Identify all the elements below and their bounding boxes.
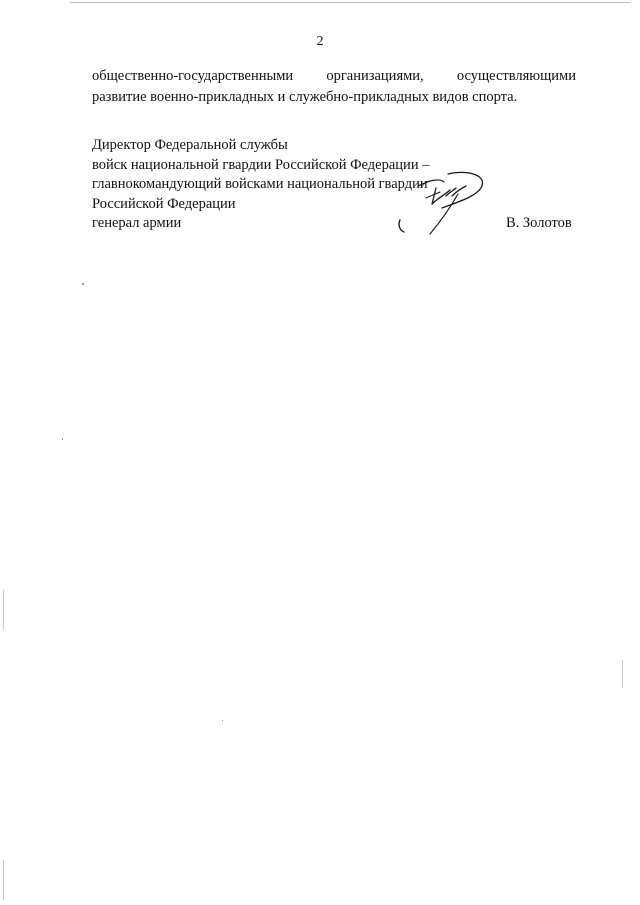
signatory-title-line: Российской Федерации	[92, 195, 236, 212]
paragraph-line-2: развитие военно-прикладных и служебно-прикладных видов спорта.	[92, 89, 518, 105]
handwritten-signature	[396, 168, 496, 240]
page-number: 2	[316, 34, 324, 49]
signatory-title-line: главнокомандующий войсками национальной гвардии	[92, 176, 428, 192]
signatory-title-line: Директор Федеральной службы	[92, 137, 288, 153]
body-paragraph	[92, 66, 576, 108]
signatory-title-line: войск национальной гвардии Российской Федерации –	[92, 156, 430, 173]
scan-edge-mark	[3, 590, 4, 630]
signer-name: В. Золотов	[506, 215, 572, 231]
paragraph-word: общественно-государственными	[92, 68, 294, 84]
paragraph-line-1	[92, 66, 576, 87]
scan-edge-mark	[3, 860, 4, 900]
paragraph-word: организациями,	[326, 68, 424, 84]
scan-speck	[62, 438, 63, 440]
scan-top-edge	[70, 2, 630, 3]
scan-edge-mark	[622, 660, 623, 688]
scan-speck	[82, 283, 84, 285]
signatory-rank-line: генерал армии	[92, 215, 182, 231]
paragraph-word: осуществляющими	[456, 68, 576, 84]
scan-speck	[222, 720, 223, 721]
